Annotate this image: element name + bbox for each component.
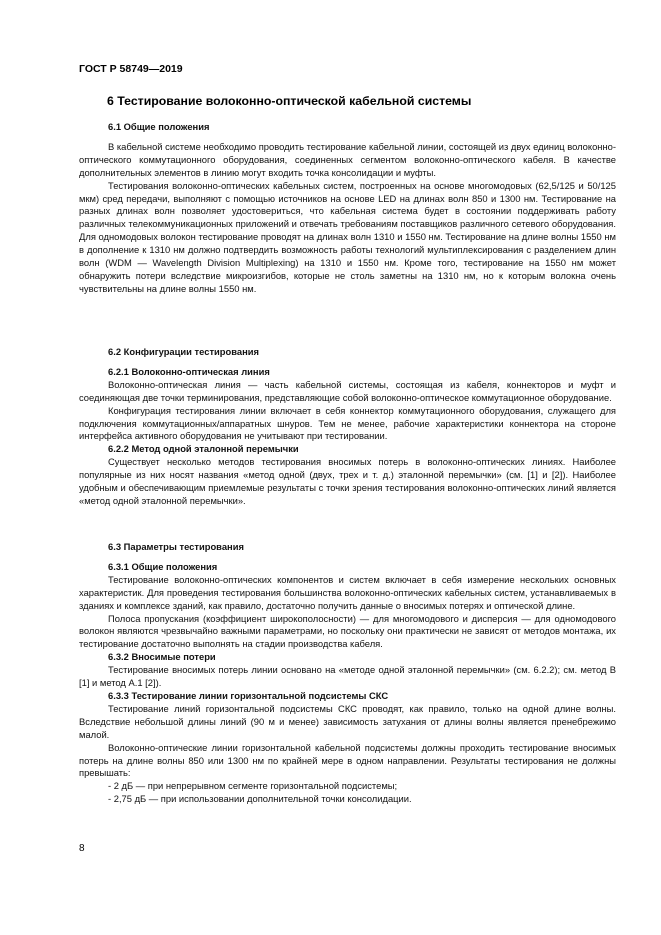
page-number: 8	[79, 843, 85, 854]
paragraph: Тестирование линий горизонтальной подсистемы СКС проводят, как правило, только на одной длине волны. Вследствие небольшой длины линий (90 м и менее) зависимость затухания от длины волны является пренебрежимо малой.	[79, 702, 616, 740]
heading-6-2: 6.2 Конфигурации тестирования	[108, 346, 259, 357]
paragraph: Волоконно-оптические линии горизонтальной кабельной подсистемы должны проходить тестирование вносимых потерь на длине волны 850 или 1300 нм по крайней мере в одном направлении. Результаты тестирования не должны превышать:	[79, 741, 616, 779]
section-6-2	[79, 346, 616, 508]
paragraph: Существует несколько методов тестирования вносимых потерь в волоконно-оптических линиях. Наиболее популярные из них носят названия «метод одной (двух, трех и т. д.) эталонной перемычки» (см. [1] и [2]). Наиболее удобным и обеспечивающим приемлемые результаты с точки зрения тестирования волоконно-оптических линий является «метод одной эталонной перемычки».	[79, 456, 616, 506]
paragraph: Тестирование волоконно-оптических компонентов и систем включает в себя измерение нескольких основных характеристик. Для проведения тестирования большинства волоконно-оптических кабельных систем, устанавливаемых в зданиях и комплексе зданий, как правило, достаточно получить данные о вносимых потерях и оптической длине.	[79, 573, 616, 611]
paragraph: Тестирование вносимых потерь линии основано на «методе одной эталонной перемычки» (см. 6.2.2); см. метод В [1] и метод А.1 [2]).	[79, 664, 616, 689]
heading-6-3-2: 6.3.2 Вносимые потери	[108, 651, 216, 663]
paragraph: Тестирования волоконно-оптических кабельных систем, построенных на основе многомодовых (62,5/125 и 50/125 мкм) сред передачи, выполняют с помощью источников на основе LED на длинах волн 850 и 1300 нм. Тестирование на разных длинах волн позволяет удостовериться, что кабельная система будет в состоянии поддерживать работу различных телекоммуникационных приложений и отвечать требованиям поставщиков различного сетевого оборудования. Для одномодовых волокон тестирование проводят на длинах волн 1310 и 1550 нм. Тестирование на длине волны 1550 нм в дополнение к 1310 нм должно подтвердить возможность работы технологий мультиплексирования с разделением длин волн (WDM — Wavelength Division Multiplexing) на 1310 и 1550 нм. Кроме того, тестирование на 1550 нм может обнаружить потери вследствие микроизгибов, которые не столь заметны на 1310 нм, но к которым волокна очень чувствительны на длине волны 1550 нм.	[79, 179, 616, 294]
heading-6-3-3: 6.3.3 Тестирование линии горизонтальной подсистемы СКС	[108, 689, 389, 701]
document-id: ГОСТ Р 58749—2019	[79, 63, 183, 75]
list-item: - 2 дБ — при непрерывном сегменте горизонтальной подсистемы;	[108, 780, 398, 792]
section-6-1	[79, 121, 616, 296]
section-title: 6 Тестирование волоконно-оптической кабельной системы	[107, 94, 472, 108]
paragraph: Волоконно-оптическая линия — часть кабельной системы, состоящая из кабеля, коннекторов и муфт и соединяющая две точки терминирования, представляющие собой волоконно-оптическое коммутационное оборудование.	[79, 378, 616, 403]
section-6-3	[79, 541, 616, 806]
heading-6-1: 6.1 Общие положения	[108, 121, 210, 132]
list-item: - 2,75 дБ — при использовании дополнительной точки консолидации.	[108, 793, 412, 805]
paragraph: Конфигурация тестирования линии включает в себя коннектор коммутационного оборудования, служащего для подключения коммутационных/аппаратных шнуров. Тем не менее, рабочие характеристики коннектора на стороне интерфейса активного оборудования не учитывают при тестировании.	[79, 404, 616, 442]
paragraph: В кабельной системе необходимо проводить тестирование кабельной линии, состоящей из двух единиц волоконно-оптического коммутационного оборудования, соединенных сегментом волоконно-оптического кабеля. В качестве дополнительных элементов в линию могут входить точка консолидации и муфты.	[79, 140, 616, 178]
heading-6-3: 6.3 Параметры тестирования	[108, 541, 244, 552]
heading-6-2-2: 6.2.2 Метод одной эталонной перемычки	[108, 443, 299, 455]
heading-6-3-1: 6.3.1 Общие положения	[108, 560, 218, 572]
paragraph: Полоса пропускания (коэффициент широкополосности) — для многомодового и дисперсия — для одномодового волокон являются чрезвычайно важными параметрами, но поскольку они практически не зависят от методов монтажа, их тестирование достаточно выполнять на стадии производства кабеля.	[79, 612, 616, 650]
heading-6-2-1: 6.2.1 Волоконно-оптическая линия	[108, 365, 270, 377]
